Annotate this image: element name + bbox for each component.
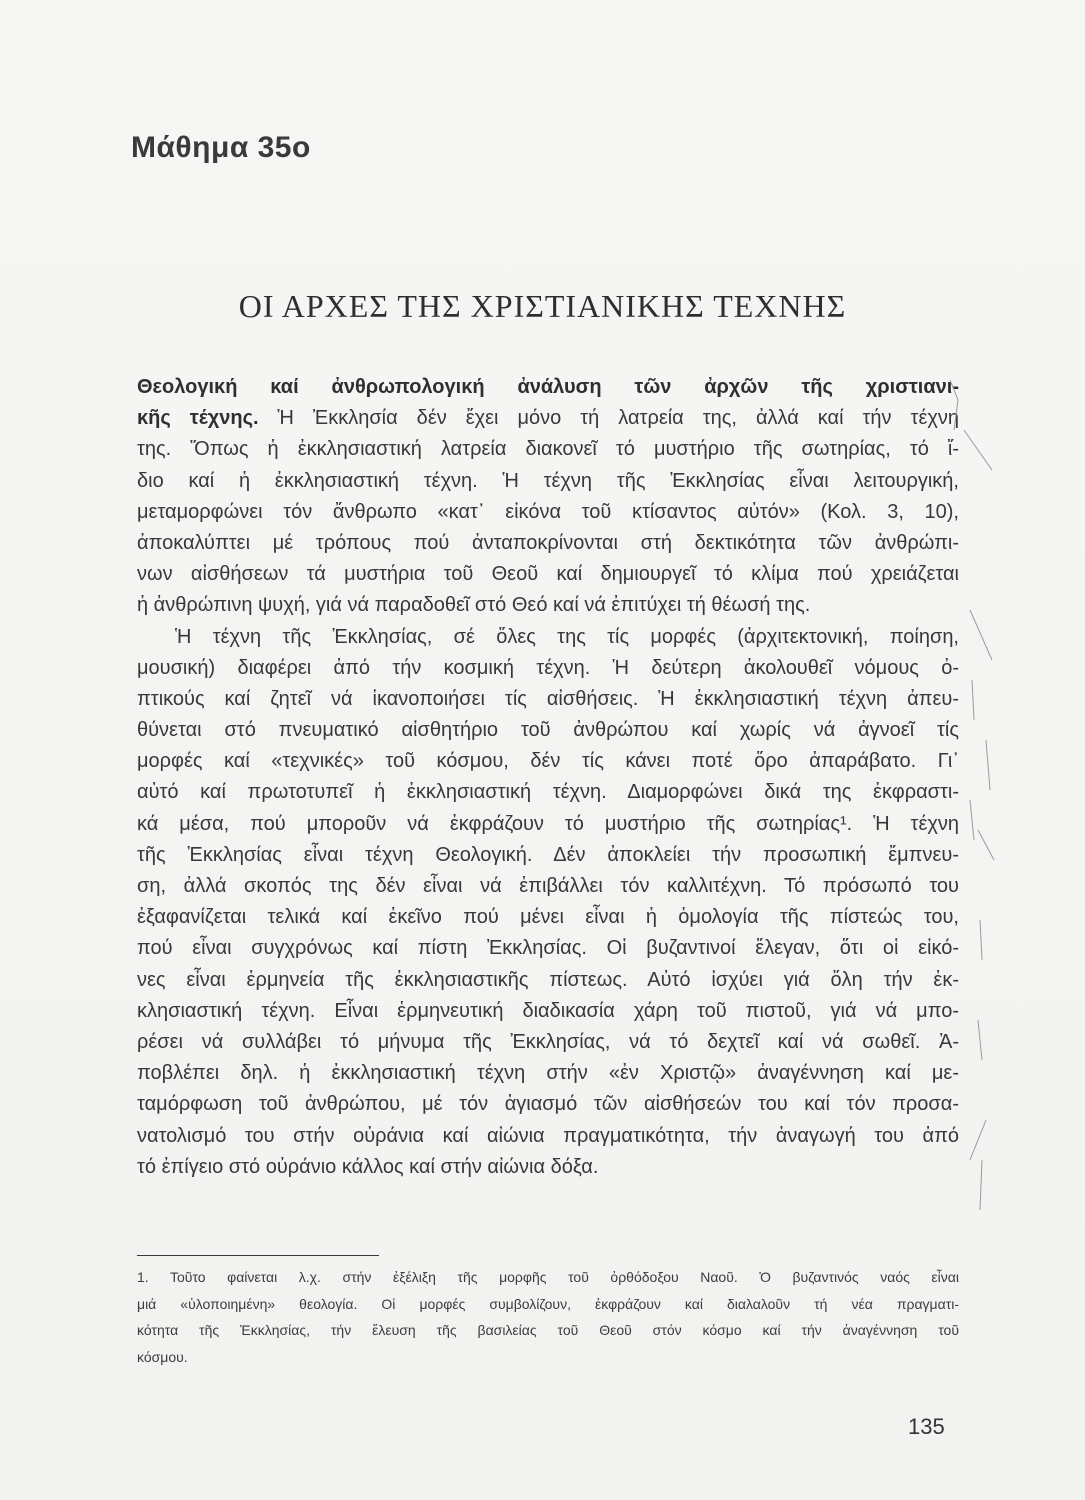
lead-heading-end: κῆς τέχνης. bbox=[137, 407, 259, 430]
text-line: τό ἐπίγειο στό οὐράνιο κάλλος καί στήν αἰώνια δόξα. bbox=[137, 1155, 599, 1178]
footnote-line: 1. Τοῦτο φαίνεται λ.χ. στήν ἐξέλιξη τῆς μορφῆς τοῦ ὀρθόδοξου Ναοῦ. Ὁ βυζαντινός ναός εἶναι bbox=[137, 1269, 959, 1285]
text-line: ποβλέπει δηλ. ἡ ἐκκλησιαστική τέχνη στήν «ἐν Χριστῷ» ἀναγέννηση καί με- bbox=[137, 1062, 959, 1085]
footnote-line: κόσμου. bbox=[137, 1348, 188, 1365]
text-line: τῆς Ἐκκλησίας εἶναι τέχνη Θεολογική. Δέν ἀποκλείει τήν προσωπική ἔμπνευ- bbox=[137, 843, 959, 866]
lead-heading: Θεολογική καί ἀνθρωπολογική ἀνάλυση τῶν ἀρχῶν τῆς χριστιανι- bbox=[137, 376, 959, 398]
footnote-divider bbox=[137, 1255, 379, 1256]
chapter-title: ΟΙ ΑΡΧΕΣ ΤΗΣ ΧΡΙΣΤΙΑΝΙΚΗΣ ΤΕΧΝΗΣ bbox=[238, 288, 847, 324]
footnote-line: μιά «ὑλοποιημένη» θεολογία. Οἱ μορφές συμβολίζουν, ἐκφράζουν καί διαλαλοῦν τή νέα πραγματι- bbox=[137, 1295, 959, 1312]
footnote-line: κότητα τῆς Ἐκκλησίας, τήν ἔλευση τῆς βασιλείας τοῦ Θεοῦ στόν κόσμο καί τήν ἀναγέννηση τοῦ bbox=[137, 1322, 959, 1338]
text-line: μεταμορφώνει τόν ἄνθρωπο «κατ᾽ εἰκόνα τοῦ κτίσαντος αὐτόν» (Κολ. 3, 10), bbox=[137, 500, 959, 523]
text-line: ἡ ἀνθρώπινη ψυχή, γιά νά παραδοθεῖ στό Θεό καί νά ἐπιτύχει τή θέωσή της. bbox=[137, 594, 811, 617]
text-line bbox=[137, 372, 959, 403]
text-line: νες εἶναι ἑρμηνεία τῆς ἐκκλησιαστικῆς πίστεως. Αὐτό ἰσχύει γιά ὅλη τήν ἐκ- bbox=[137, 968, 959, 991]
line-text: Ἡ Ἐκκλησία δέν ἔχει μόνο τή λατρεία της, ἀλλά καί τήν τέχνη bbox=[258, 407, 959, 430]
text-line: ταμόρφωση τοῦ ἀνθρώπου, μέ τόν ἁγιασμό τῶν αἰσθήσεών του καί τόν προσα- bbox=[137, 1093, 959, 1116]
pencil-margin-marks bbox=[930, 360, 1010, 1220]
text-line: διο καί ἡ ἐκκλησιαστική τέχνη. Ἡ τέχνη τῆς Ἐκκλησίας εἶναι λειτουργική, bbox=[137, 469, 959, 492]
text-line: ρέσει νά συλλάβει τό μήνυμα τῆς Ἐκκλησίας, νά τό δεχτεῖ καί νά σωθεῖ. Ἀ- bbox=[137, 1030, 959, 1053]
footnotes bbox=[137, 1264, 959, 1370]
text-line: ση, ἀλλά σκοπός της δέν εἶναι νά ἐπιβάλλει τόν καλλιτέχνη. Τό πρόσωπό του bbox=[137, 875, 959, 897]
text-line: ἀποκαλύπτει μέ τρόπους πού ἀνταποκρίνονται στή δεκτικότητα τῶν ἀνθρώπι- bbox=[137, 531, 959, 554]
text-line: ἐξαφανίζεται τελικά καί ἐκεῖνο πού μένει εἶναι ἡ ὁμολογία τῆς πίστεώς του, bbox=[137, 906, 959, 929]
main-text bbox=[137, 372, 959, 1183]
text-line: κά μέσα, πού μποροῦν νά ἐκφράζουν τό μυστήριο τῆς σωτηρίας¹. Ἡ τέχνη bbox=[137, 812, 959, 835]
text-line: θύνεται στό πνευματικό αἰσθητήριο τοῦ ἀνθρώπου καί χωρίς νά ἀγνοεῖ τίς bbox=[137, 719, 959, 742]
text-line: κλησιαστική τέχνη. Εἶναι ἑρμηνευτική διαδικασία χάρη τοῦ πιστοῦ, γιά νά μπο- bbox=[137, 999, 959, 1022]
text-line: πού εἶναι συγχρόνως καί πίστη Ἐκκλησίας. Οἱ βυζαντινοί ἔλεγαν, ὅτι οἱ εἰκό- bbox=[137, 937, 959, 960]
text-line: αὐτό καί πρωτοτυπεῖ ἡ ἐκκλησιαστική τέχνη. Διαμορφώνει δικά της ἐκφραστι- bbox=[137, 781, 959, 804]
text-line: πτικούς καί ζητεῖ νά ἱκανοποιήσει τίς αἰσθήσεις. Ἡ ἐκκλησιαστική τέχνη ἀπευ- bbox=[137, 687, 959, 710]
text-line: Ἡ τέχνη τῆς Ἐκκλησίας, σέ ὅλες της τίς μορφές (ἀρχιτεκτονική, ποίηση, bbox=[175, 625, 959, 648]
text-line: μουσική) διαφέρει ἀπό τήν κοσμική τέχνη. Ἡ δεύτερη ἀκολουθεῖ νόμους ὀ- bbox=[137, 656, 959, 679]
text-line: νατολισμό του στήν οὐράνια καί αἰώνια πραγματικότητα, τήν ἀναγωγή του ἀπό bbox=[137, 1124, 959, 1147]
page-number: 135 bbox=[908, 1414, 945, 1439]
text-line: της. Ὅπως ἡ ἐκκλησιαστική λατρεία διακονεῖ τό μυστήριο τῆς σωτηρίας, τό ἴ- bbox=[137, 438, 959, 461]
lesson-label: Μάθημα 35ο bbox=[131, 131, 311, 164]
text-line: μορφές καί «τεχνικές» τοῦ κόσμου, δέν τίς κάνει ποτέ ὅρο ἀπαράβατο. Γι᾽ bbox=[137, 750, 959, 773]
text-line bbox=[137, 403, 959, 434]
text-line: νων αἰσθήσεων τά μυστήρια τοῦ Θεοῦ καί δημιουργεῖ τό κλίμα πού χρειάζεται bbox=[137, 563, 959, 586]
